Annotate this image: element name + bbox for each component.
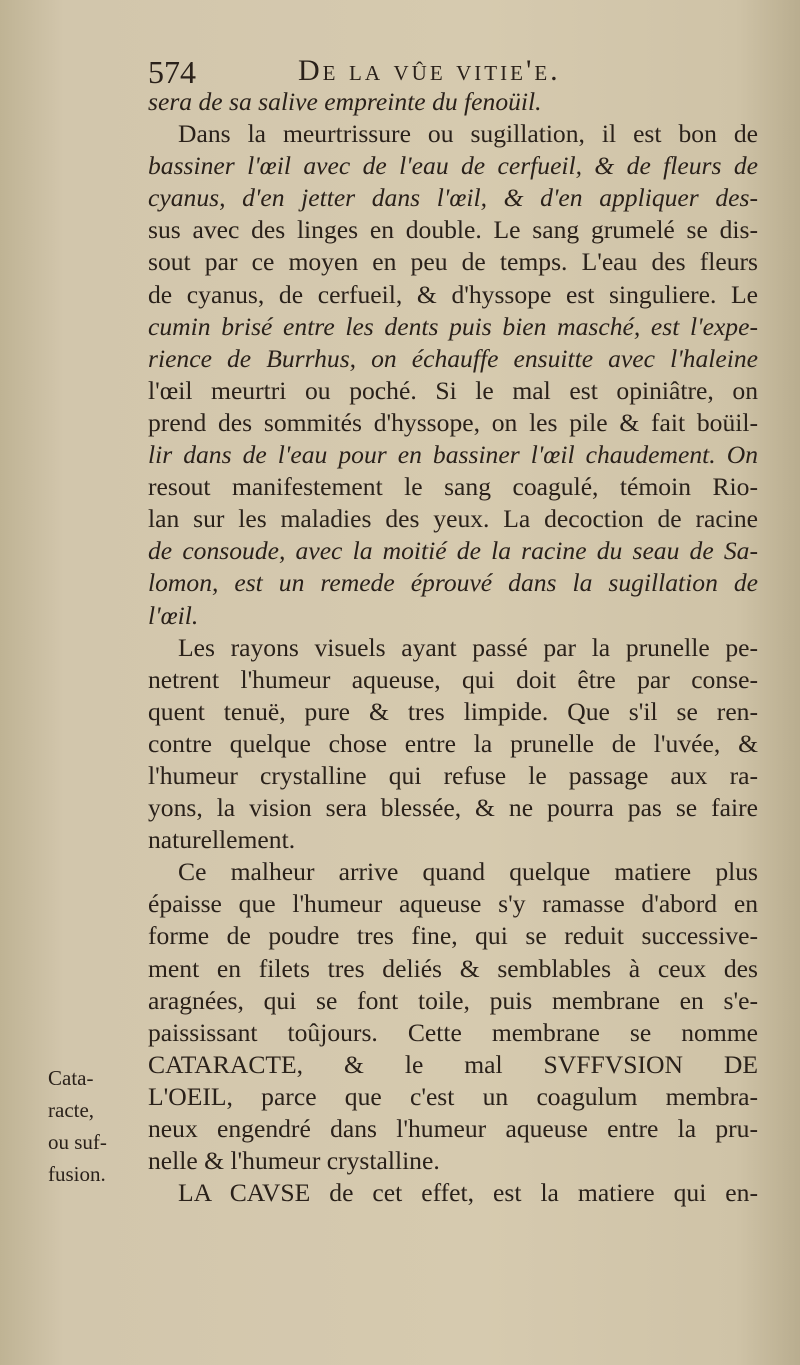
text-line: naturellement. — [148, 825, 296, 855]
margin-note-line: Cata- — [48, 1066, 94, 1090]
text-line: prend des sommités d'hyssope, on les pile & fait boüil- — [148, 407, 758, 437]
text-line: l'œil. — [148, 600, 199, 630]
text-line: de consoude, avec la moitié de la racine du seau de Sa- — [148, 536, 758, 566]
text-line: neux engendré dans l'humeur aqueuse entre la pru- — [148, 1114, 758, 1143]
text-line: LA CAVSE de cet effet, est la matiere qui en- — [178, 1178, 758, 1208]
text-line: netrent l'humeur aqueuse, qui doit être par conse- — [148, 664, 758, 694]
text-line: ment en filets tres deliés & semblables à ceux des — [148, 953, 758, 983]
text-line: l'humeur crystalline qui refuse le passage aux ra- — [148, 760, 758, 790]
page-number: 574 — [148, 54, 196, 90]
margin-note-line: racte, — [48, 1098, 95, 1122]
text-line: Dans la meurtrissure ou sugillation, il est bon de — [178, 119, 758, 149]
text-line: lomon, est un remede éprouvé dans la sugillation de — [148, 568, 758, 598]
text-line: de cyanus, de cerfueil, & d'hyssope est singuliere. Le — [148, 279, 758, 309]
text-line: rience de Burrhus, on échauffe ensuitte avec l'haleine — [148, 343, 758, 373]
text-line: Ce malheur arrive quand quelque matiere plus — [178, 857, 758, 887]
text-line: sus avec des linges en double. Le sang grumelé se dis- — [148, 215, 758, 245]
text-line: bassiner l'œil avec de l'eau de cerfueil, & de fleurs de — [148, 151, 758, 181]
text-line: L'OEIL, parce que c'est un coagulum membra- — [148, 1081, 758, 1111]
margin-note-line: fusion. — [48, 1162, 106, 1186]
text-line: CATARACTE, & le mal SVFFVSION DE — [148, 1049, 758, 1079]
text-line: forme de poudre tres fine, qui se reduit successive- — [148, 921, 758, 951]
text-line: lir dans de l'eau pour en bassiner l'œil chaudement. On — [148, 440, 758, 470]
text-line: lan sur les maladies des yeux. La decoction de racine — [148, 504, 758, 534]
running-title: De la vûe vitie'e. — [298, 54, 561, 87]
text-line: nelle & l'humeur crystalline. — [148, 1146, 440, 1176]
text-line: sera de sa salive empreinte du fenoüil. — [148, 87, 542, 116]
text-line: yons, la vision sera blessée, & ne pourra pas se faire — [148, 793, 758, 823]
body-text — [148, 86, 758, 1209]
text-line: cumin brisé entre les dents puis bien masché, est l'expe- — [148, 311, 758, 341]
text-line: épaisse que l'humeur aqueuse s'y ramasse d'abord en — [148, 889, 758, 919]
text-line: paississant toûjours. Cette membrane se nomme — [148, 1017, 758, 1047]
text-line: resout manifestement le sang coagulé, témoin Rio- — [148, 472, 758, 502]
text-line: sout par ce moyen en peu de temps. L'eau des fleurs — [148, 247, 758, 277]
text-line: aragnées, qui se font toile, puis membrane en s'e- — [148, 985, 758, 1015]
text-line: Les rayons visuels ayant passé par la prunelle pe- — [178, 632, 758, 662]
text-line: cyanus, d'en jetter dans l'œil, & d'en appliquer des- — [148, 183, 758, 213]
text-line: contre quelque chose entre la prunelle de l'uvée, & — [148, 728, 758, 758]
text-line: quent tenuë, pure & tres limpide. Que s'il se ren- — [148, 696, 758, 726]
margin-note-line: ou suf- — [48, 1130, 107, 1154]
text-line: l'œil meurtri ou poché. Si le mal est opiniâtre, on — [148, 375, 758, 405]
margin-note — [48, 1062, 138, 1190]
